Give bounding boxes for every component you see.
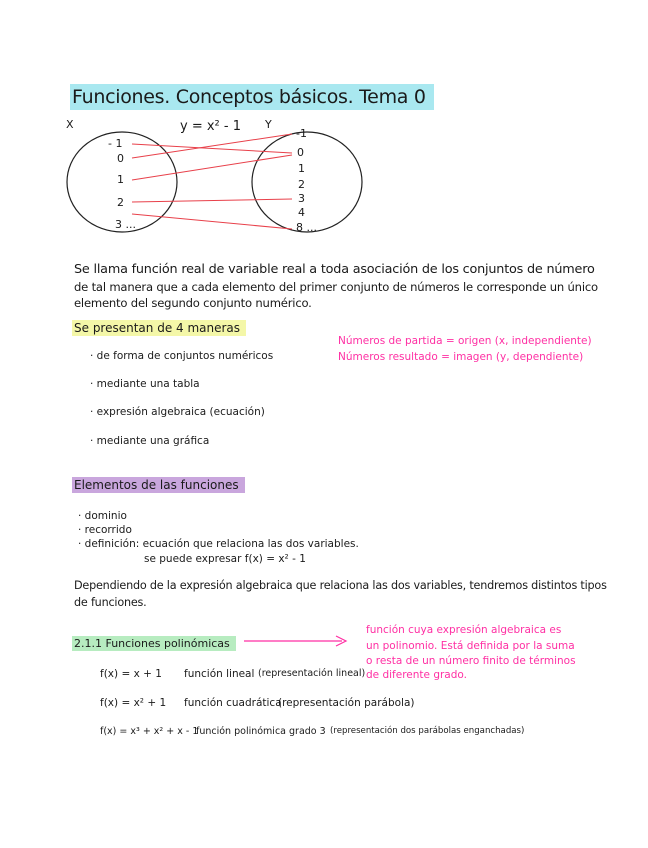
ways-item: · expresión algebraica (ecuación) <box>90 406 265 418</box>
example-formula: f(x) = x³ + x² + x - 1 <box>100 726 199 737</box>
function-formula: y = x² - 1 <box>180 119 241 134</box>
x-value: 0 <box>117 152 124 165</box>
x-value: - 1 <box>108 137 123 150</box>
example-paren: (representación parábola) <box>278 697 415 709</box>
elements-item: · dominio <box>78 510 127 522</box>
definition-line: elemento del segundo conjunto numérico. <box>74 296 312 310</box>
ways-note: Números resultado = imagen (y, dependiente) <box>338 351 584 363</box>
poly-note: de diferente grado. <box>366 669 467 681</box>
page-title: Funciones. Conceptos básicos. Tema 0 <box>70 84 434 110</box>
example-desc: función polinómica grado 3 <box>196 726 326 737</box>
example-formula: f(x) = x² + 1 <box>100 697 167 709</box>
example-formula: f(x) = x + 1 <box>100 668 162 680</box>
poly-note: un polinomio. Está definida por la suma <box>366 640 575 652</box>
example-paren: (representación dos parábolas enganchadas) <box>330 726 525 736</box>
y-value: -1 <box>296 127 307 140</box>
ways-note: Números de partida = origen (x, independiente) <box>338 335 592 347</box>
elements-item: · recorrido <box>78 524 132 536</box>
poly-note: función cuya expresión algebraica es <box>366 624 562 636</box>
ways-heading: Se presentan de 4 maneras <box>72 320 246 336</box>
elements-item: · definición: ecuación que relaciona las dos variables. <box>78 538 359 550</box>
elements-sub: se puede expresar f(x) = x² - 1 <box>144 553 306 565</box>
depending-line: Dependiendo de la expresión algebraica que relaciona las dos variables, tendremos distintos tipos <box>74 579 607 592</box>
x-value: 3 ... <box>115 218 136 231</box>
poly-note: o resta de un número finito de términos <box>366 655 576 667</box>
example-desc: función lineal <box>184 668 255 680</box>
ways-item: · de forma de conjuntos numéricos <box>90 350 274 362</box>
example-paren: (representación lineal) <box>258 668 366 679</box>
x-value: 2 <box>117 196 124 209</box>
set-y-label: Y <box>265 118 272 131</box>
y-value: 0 <box>297 146 304 159</box>
ways-item: · mediante una gráfica <box>90 435 210 447</box>
definition-line: Se llama función real de variable real a toda asociación de los conjuntos de número <box>74 262 595 277</box>
example-desc: función cuadrática <box>184 697 282 709</box>
poly-heading: 2.1.1 Funciones polinómicas <box>72 636 236 651</box>
definition-line: de tal manera que a cada elemento del primer conjunto de números le corresponde un único <box>74 280 598 294</box>
depending-line: de funciones. <box>74 596 147 609</box>
set-x-label: X <box>66 118 74 131</box>
elements-heading: Elementos de las funciones <box>72 477 245 493</box>
y-value: 8 ... <box>296 221 317 234</box>
y-value: 2 <box>298 178 305 191</box>
y-value: 3 <box>298 192 305 205</box>
x-value: 1 <box>117 173 124 186</box>
y-value: 4 <box>298 206 305 219</box>
y-value: 1 <box>298 162 305 175</box>
ways-item: · mediante una tabla <box>90 378 200 390</box>
